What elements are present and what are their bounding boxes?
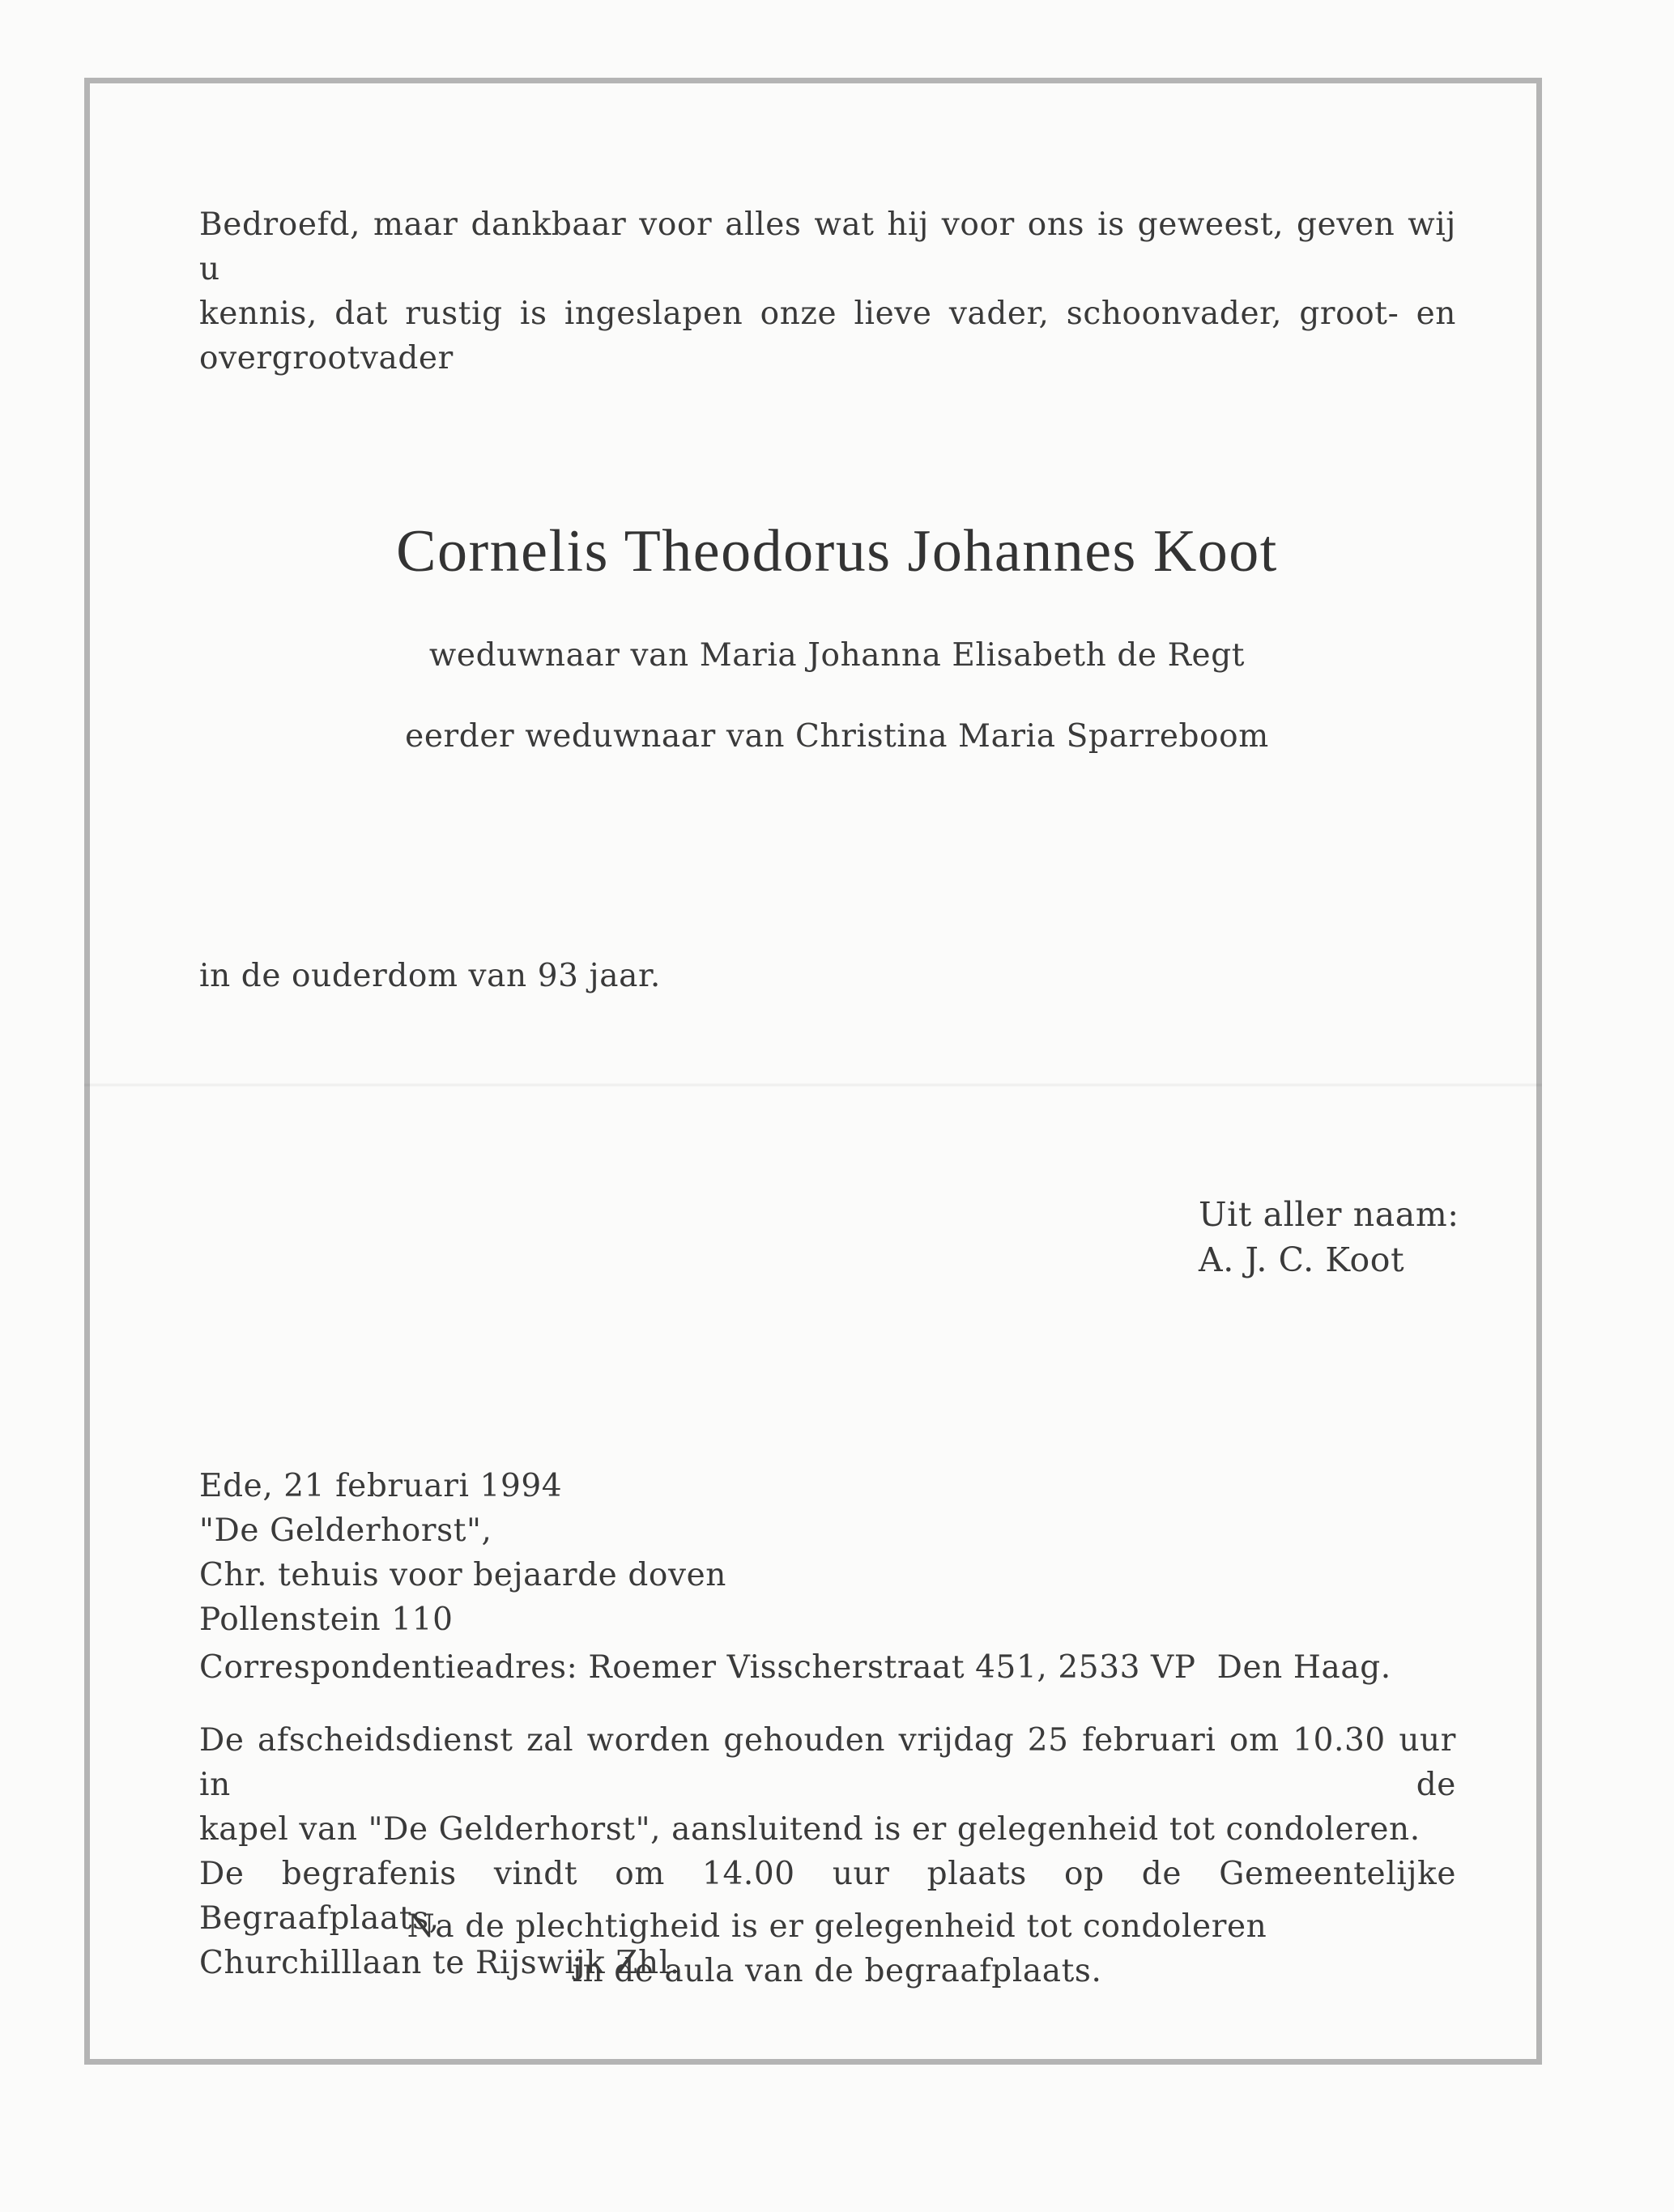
closing-line: in de aula van de begraafplaats. (572, 1953, 1102, 1989)
signature-name: A. J. C. Koot (1199, 1240, 1405, 1279)
signature-label: Uit aller naam: (1199, 1195, 1459, 1234)
place-line: Ede, 21 februari 1994 (199, 1468, 563, 1504)
widower-of-line: weduwnaar van Maria Johanna Elisabeth de Regt (428, 637, 1246, 674)
place-date-block (199, 1464, 726, 1642)
fold-line (84, 1083, 1542, 1087)
signature-block (1199, 1192, 1459, 1283)
service-line: De begrafenis vindt om 14.00 uur plaats op de Gemeentelijke Begraafplaats, (199, 1856, 1456, 1937)
intro-line: kennis, dat rustig is ingeslapen onze lieve vader, schoonvader, groot- en (199, 296, 1456, 332)
place-line: Pollenstein 110 (199, 1602, 454, 1638)
closing-line: Na de plechtigheid is er gelegenheid tot condoleren (407, 1908, 1267, 1945)
intro-line: Bedroefd, maar dankbaar voor alles wat hij voor ons is geweest, geven wij u (199, 206, 1456, 287)
service-line: De afscheidsdienst zal worden gehouden vrijdag 25 februari om 10.30 uur in de (199, 1722, 1456, 1803)
place-line: Chr. tehuis voor bejaarde doven (199, 1557, 727, 1593)
service-line: kapel van "De Gelderhorst", aansluitend is er gelegenheid tot condoleren. (199, 1811, 1421, 1848)
intro-paragraph (199, 202, 1456, 381)
intro-line: overgrootvader (199, 340, 454, 376)
age-line: in de ouderdom van 93 jaar. (199, 958, 661, 994)
place-line: "De Gelderhorst", (199, 1512, 492, 1549)
correspondence-address: Correspondentieadres: Roemer Visscherstraat 451, 2533 VP Den Haag. (199, 1649, 1391, 1686)
deceased-name: Cornelis Theodorus Johannes Koot (396, 518, 1278, 585)
earlier-widower-of-line: eerder weduwnaar van Christina Maria Sparreboom (405, 718, 1269, 755)
closing-note (0, 1904, 1674, 1993)
service-line: Churchilllaan te Rijswijk Zhl. (199, 1945, 680, 1981)
